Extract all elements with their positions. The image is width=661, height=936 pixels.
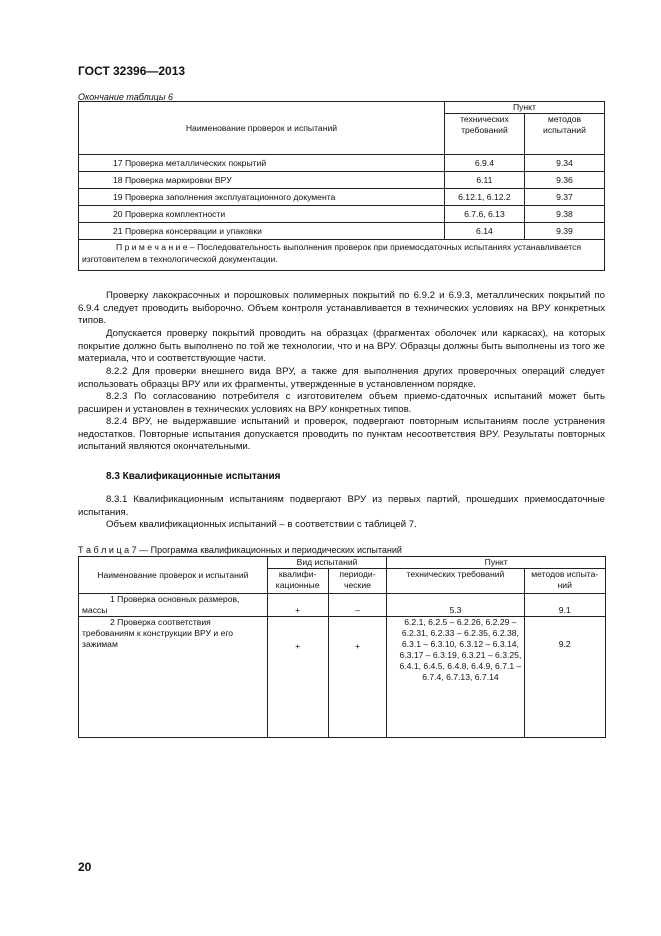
t7-row-name: 1 Проверка основных размеров, массы — [79, 594, 268, 617]
t7-row-qual: + — [267, 594, 328, 617]
t6-note: П р и м е ч а н и е – Последовательность выполнения проверок при приемосдаточных испытаниях устанавливается изготовителем в технологической документации. — [79, 240, 605, 271]
t6-row-name: 19 Проверка заполнения эксплуатационного документа — [79, 189, 445, 206]
t6-row-method: 9.39 — [524, 223, 604, 240]
t7-row-method: 9.2 — [524, 617, 606, 738]
paragraph-8-2-3: 8.2.3 По согласованию потребителя с изготовителем объем приемо-сдаточных испытаний может быть расширен и установлен в технических условиях на ВРУ конкретных типов. — [78, 391, 605, 415]
table6-caption: Окончание таблицы 6 — [78, 92, 173, 102]
table-row — [79, 617, 606, 738]
t6-row-tech: 6.14 — [444, 223, 524, 240]
t6-row-tech: 6.9.4 — [444, 155, 524, 172]
t6-header-punkt: Пункт — [444, 102, 604, 114]
t6-row-name: 18 Проверка маркировки ВРУ — [79, 172, 445, 189]
table-6 — [78, 101, 605, 271]
t7-row-qual: + — [267, 617, 328, 738]
t6-row-name: 21 Проверка консервации и упаковки — [79, 223, 445, 240]
t6-row-method: 9.36 — [524, 172, 604, 189]
t6-row-tech: 6.11 — [444, 172, 524, 189]
t7-header-vid: Вид испытаний — [267, 557, 387, 569]
section-heading: 8.3 Квалификационные испытания — [106, 471, 281, 482]
paragraph-samples: Допускается проверку покрытий проводить на образцах (фрагментах оболочек или каркасах), на которых покрытие должно быть выполнено по той же технологии, что и на ВРУ. Образцы должны быть выполнены из того же материала, что и соответствующие части. — [78, 328, 605, 365]
table-row — [79, 206, 605, 223]
t6-row-tech: 6.7.6, 6.13 — [444, 206, 524, 223]
t6-row-name: 20 Проверка комплектности — [79, 206, 445, 223]
paragraph-8-2-2: 8.2.2 Для проверки внешнего вида ВРУ, а также для выполнения других проверочных операций следует использовать образцы ВРУ или их фрагменты, утвержденные в установленном порядке. — [78, 366, 605, 390]
t7-header-name: Наименование проверок и испытаний — [79, 557, 268, 594]
t6-row-method: 9.37 — [524, 189, 604, 206]
paragraph-8-3-1: 8.3.1 Квалификационным испытаниям подвергают ВРУ из первых партий, прошедших приемосдаточные испытания. — [78, 494, 605, 518]
t7-row-tech: 6.2.1, 6.2.5 – 6.2.26, 6.2.29 – 6.2.31, 6.2.33 – 6.2.35, 6.2.38, 6.3.1 – 6.3.10, 6.3.12 – 6.3.14, 6.3.17 – 6.3.19, 6.3.21 – 6.3.25, 6.4.1, 6.4.5, 6.4.8, 6.4.9, 6.7.1 – 6.7.4, 6.7.13, 6.7.14 — [387, 617, 524, 738]
t7-header-qual: квалифи-кационные — [267, 569, 328, 594]
table7-caption: Т а б л и ц а 7 — Программа квалификационных и периодических испытаний — [78, 545, 402, 555]
t6-row-tech: 6.12.1, 6.12.2 — [444, 189, 524, 206]
t7-header-tech: технических требований — [387, 569, 524, 594]
table-row — [79, 594, 606, 617]
table-7 — [78, 556, 606, 738]
t6-header-tech: технических требований — [444, 114, 524, 155]
t7-header-period: периоди-ческие — [328, 569, 387, 594]
table-row — [79, 189, 605, 206]
table-row — [79, 155, 605, 172]
page-number: 20 — [78, 860, 92, 874]
table-row — [79, 223, 605, 240]
t7-row-method: 9.1 — [524, 594, 606, 617]
paragraph-coatings: Проверку лакокрасочных и порошковых полимерных покрытий по 6.9.2 и 6.9.3, металлических покрытий по 6.9.4 следует проводить выборочно. Объем контроля устанавливается в технических условиях на ВРУ конкретных типов. — [78, 290, 605, 327]
t7-header-methods: методов испыта-ний — [524, 569, 606, 594]
t7-row-period: – — [328, 594, 387, 617]
t6-header-methods: методов испытаний — [524, 114, 604, 155]
t6-row-method: 9.38 — [524, 206, 604, 223]
t6-header-name: Наименование проверок и испытаний — [79, 102, 445, 155]
t7-header-punkt: Пункт — [387, 557, 606, 569]
table-row — [79, 172, 605, 189]
t7-row-tech: 5.3 — [387, 594, 524, 617]
t6-row-method: 9.34 — [524, 155, 604, 172]
t7-row-period: + — [328, 617, 387, 738]
t7-row-name: 2 Проверка соответствия требованиям к конструкции ВРУ и его зажимам — [79, 617, 268, 738]
paragraph-volume: Объем квалификационных испытаний – в соответствии с таблицей 7. — [106, 519, 417, 530]
document-header: ГОСТ 32396—2013 — [78, 64, 186, 78]
paragraph-8-2-4: 8.2.4 ВРУ, не выдержавшие испытаний и проверок, подвергают повторным испытаниям после устранения недостатков. Повторные испытания допускается проводить по пунктам несоответствия ВРУ. Результаты повторных испытаний являются окончательными. — [78, 416, 605, 453]
t6-row-name: 17 Проверка металлических покрытий — [79, 155, 445, 172]
